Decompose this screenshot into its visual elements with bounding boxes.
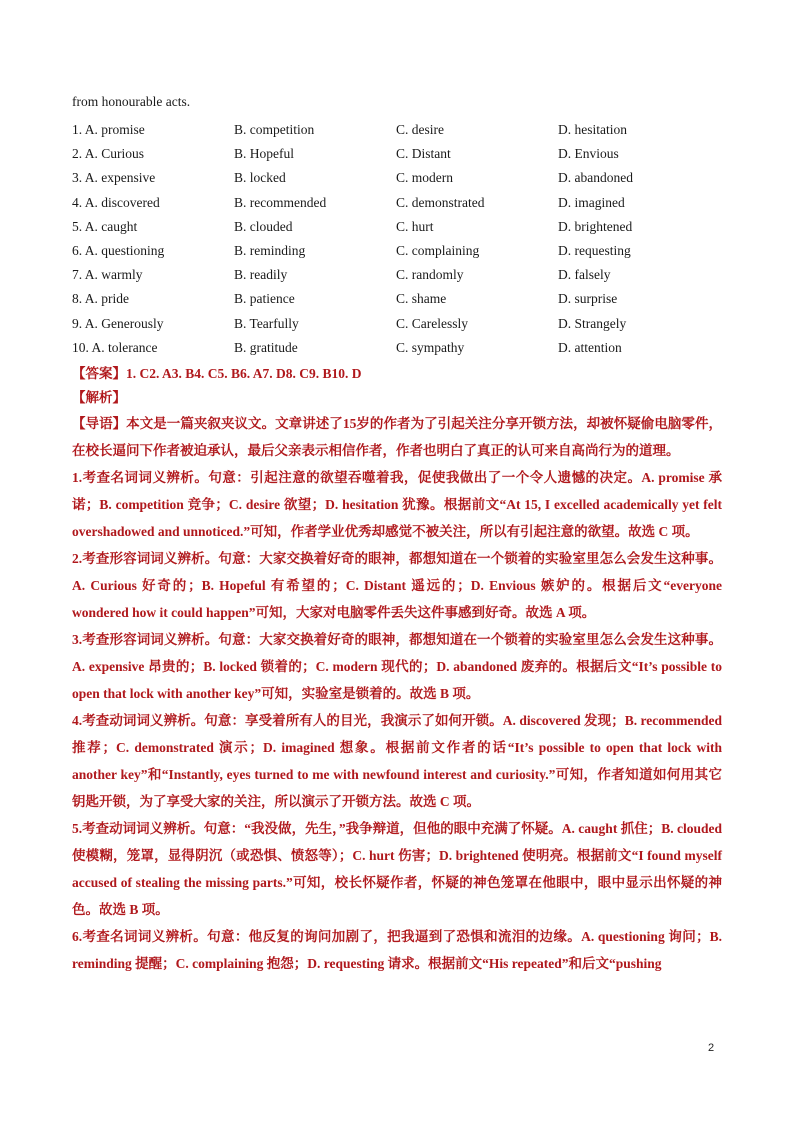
- option-d: D. falsely: [558, 267, 611, 283]
- option-a: 2. A. Curious: [72, 146, 145, 162]
- explanation-item-2: 2.考查形容词词义辨析。句意：大家交换着好奇的眼神，都想知道在一个锁着的实验室里怎么会发生这种事。A. Curious 好奇的；B. Hopeful 有希望的；C. Distant 遥远的；D. Envious 嫉妒的。根据后文“everyone wondered how it could happen”可知，大家对电脑零件丢失这件事感到好奇。故选 A 项。: [72, 551, 722, 620]
- option-c: C. hurt: [396, 218, 434, 234]
- option-d: D. Envious: [558, 146, 619, 162]
- option-row-4: [72, 191, 732, 215]
- option-row-5: [72, 215, 732, 239]
- option-d: D. brightened: [558, 218, 633, 234]
- option-c: C. modern: [396, 170, 453, 186]
- option-a: 4. A. discovered: [72, 194, 160, 210]
- explanation-item-3: 3.考查形容词词义辨析。句意：大家交换着好奇的眼神，都想知道在一个锁着的实验室里怎么会发生这种事。A. expensive 昂贵的；B. locked 锁着的；C. modern 现代的；D. abandoned 废弃的。根据后文“It’s possible to open that lock with another key”可知，实验室是锁着的。故选 B 项。: [72, 632, 722, 701]
- option-a: 1. A. promise: [72, 122, 145, 138]
- option-b: B. reminding: [234, 243, 306, 259]
- option-row-9: [72, 312, 732, 336]
- analysis-label: 【解析】: [72, 390, 126, 405]
- option-a: 10. A. tolerance: [72, 339, 158, 355]
- option-a: 6. A. questioning: [72, 243, 165, 259]
- explanation-body: [72, 410, 722, 977]
- option-c: C. demonstrated: [396, 194, 485, 210]
- option-b: B. clouded: [234, 218, 293, 234]
- explanation-item-5: 5.考查动词词义辨析。句意：“我没做，先生，”我争辩道，但他的眼中充满了怀疑。A. caught 抓住；B. clouded 使模糊，笼罩，显得阴沉（或恐惧、愤怒等）；C. hurt 伤害；D. brightened 使明亮。根据前文“I found myself accused of stealing the missing parts.”可知，校长怀疑作者，怀疑的神色笼罩在他眼中，眼中显示出怀疑的神色。故选 B 项。: [72, 821, 722, 917]
- explanation-item-1: 1.考查名词词义辨析。句意：引起注意的欲望吞噬着我，促使我做出了一个令人遗憾的决定。A. promise 承诺；B. competition 竞争；C. desire 欲望；D. hesitation 犹豫。根据前文“At 15, I excelled academically yet felt overshadowed and unnoticed.”可知，作者学业优秀却感觉不被关注，所以有引起注意的欲望。故选 C 项。: [72, 470, 722, 539]
- option-c: C. Carelessly: [396, 315, 468, 331]
- option-d: D. imagined: [558, 194, 625, 210]
- option-row-10: [72, 336, 732, 360]
- option-d: D. Strangely: [558, 315, 627, 331]
- option-c: C. randomly: [396, 267, 464, 283]
- option-b: B. gratitude: [234, 339, 298, 355]
- explanation-item-6: 6.考查名词词义辨析。句意：他反复的询问加剧了，把我逼到了恐惧和流泪的边缘。A. questioning 询问；B. reminding 提醒；C. complaining 抱怨；D. requesting 请求。根据前文“His repeated”和后文“pushing: [72, 929, 722, 971]
- option-a: 8. A. pride: [72, 291, 129, 307]
- option-a: 7. A. warmly: [72, 267, 143, 283]
- option-b: B. readily: [234, 267, 288, 283]
- option-c: C. sympathy: [396, 339, 465, 355]
- option-c: C. complaining: [396, 243, 480, 259]
- option-row-2: [72, 142, 732, 166]
- option-a: 3. A. expensive: [72, 170, 156, 186]
- option-row-1: [72, 118, 732, 142]
- option-a: 9. A. Generously: [72, 315, 164, 331]
- option-d: D. surprise: [558, 291, 618, 307]
- option-c: C. Distant: [396, 146, 451, 162]
- option-row-6: [72, 239, 732, 263]
- option-b: B. recommended: [234, 194, 327, 210]
- option-b: B. Tearfully: [234, 315, 299, 331]
- option-row-8: [72, 287, 732, 311]
- page-number: 2: [708, 1042, 715, 1054]
- answer-key: 【答案】1. C2. A3. B4. C5. B6. A7. D8. C9. B10. D: [72, 366, 362, 381]
- passage-tail: from honourable acts.: [72, 94, 191, 109]
- option-d: D. requesting: [558, 243, 631, 259]
- option-b: B. patience: [234, 291, 295, 307]
- option-row-3: [72, 166, 732, 190]
- option-d: D. hesitation: [558, 122, 627, 138]
- option-row-7: [72, 263, 732, 287]
- option-c: C. shame: [396, 291, 447, 307]
- option-b: B. competition: [234, 122, 315, 138]
- option-b: B. Hopeful: [234, 146, 294, 162]
- explanation-item-4: 4.考查动词词义辨析。句意：享受着所有人的目光，我演示了如何开锁。A. discovered 发现；B. recommended 推荐；C. demonstrated 演示；D. imagined 想象。根据前文作者的话“It’s possible to open that lock with another key”和“Instantly, eyes turned to me with newfound interest and curiosity.”可知，作者知道如何用其它钥匙开锁，为了享受大家的关注，所以演示了开锁方法。故选 C 项。: [72, 713, 722, 809]
- option-d: D. abandoned: [558, 170, 633, 186]
- option-b: B. locked: [234, 170, 286, 186]
- option-d: D. attention: [558, 339, 622, 355]
- option-c: C. desire: [396, 122, 444, 138]
- intro-summary: 【导语】本文是一篇夹叙夹议文。文章讲述了15岁的作者为了引起关注分享开锁方法，却被怀疑偷电脑零件，在校长逼问下作者被迫承认，最后父亲表示相信作者，作者也明白了真正的认可来自高尚行为的道理。: [72, 416, 722, 458]
- options-table: [72, 118, 732, 360]
- option-a: 5. A. caught: [72, 218, 138, 234]
